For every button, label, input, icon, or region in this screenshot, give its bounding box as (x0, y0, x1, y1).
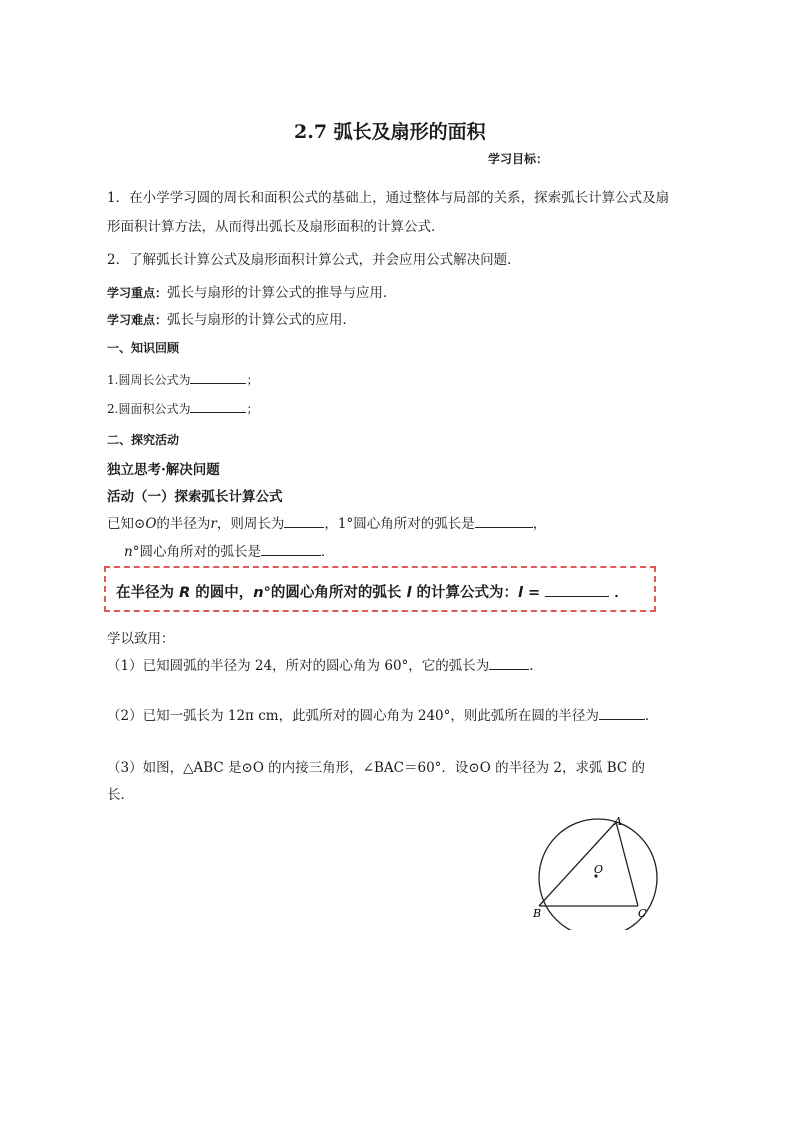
answer-blank[interactable] (475, 514, 533, 528)
answer-blank[interactable] (599, 706, 645, 720)
objective-label: 学习目标： (488, 152, 549, 166)
practice-3-line-2: 长． (107, 787, 134, 803)
formula-text (116, 581, 629, 602)
activity-line-2 (124, 540, 334, 560)
text: （1）已知圆弧的半径为 24，所对的圆心角为 60°，它的弧长为 (107, 658, 490, 674)
difficulty-label: 学习难点： (107, 313, 168, 327)
text: 在半径为 (116, 585, 180, 601)
activity-title-text: 活动（一）探索弧长计算公式 (107, 489, 283, 505)
text: . (529, 658, 534, 674)
text: r (210, 516, 217, 532)
label-o: O (594, 863, 604, 876)
recall-area (107, 399, 258, 417)
label-b: B (533, 907, 542, 920)
text: 的半径为 (156, 516, 211, 532)
text: R (179, 585, 191, 601)
objective-line-3: 2．了解弧长计算公式及扇形面积计算公式，并会应用公式解决问题． (107, 252, 521, 268)
text: n (124, 544, 133, 560)
activity-line-1 (107, 512, 546, 532)
text: 已知⊙ (107, 516, 146, 532)
recall-perimeter (107, 370, 258, 388)
circle-triangle-figure (530, 810, 660, 930)
practice-heading: 学以致用： (107, 631, 175, 647)
punct: ； (246, 373, 259, 387)
text: = (522, 585, 546, 601)
section1-heading: 一、知识回顾 (107, 341, 180, 355)
text: ，则周长为 (216, 516, 285, 532)
objective-line-2: 形面积计算方法，从而得出弧长及扇形面积的计算公式． (107, 219, 445, 235)
activity-title (107, 485, 283, 505)
answer-blank[interactable] (261, 542, 321, 556)
page-title: 2.7 弧长及扇形的面积 (294, 121, 486, 143)
label-a: A (614, 815, 622, 828)
section2-heading: 二、探究活动 (107, 433, 180, 447)
text: ． (644, 708, 659, 724)
objective-line-1: 1．在小学学习圆的周长和面积公式的基础上，通过整体与局部的关系，探索弧长计算公式及扇 (107, 190, 670, 206)
recall-area-text: 2.圆面积公式为 (107, 402, 191, 416)
practice-1 (107, 654, 534, 674)
recall-perimeter-text: 1.圆周长公式为 (107, 373, 191, 387)
segment-ac (616, 822, 638, 906)
answer-blank[interactable] (190, 399, 246, 413)
answer-blank[interactable] (284, 514, 324, 528)
punct: ； (246, 402, 259, 416)
key-point (107, 281, 397, 301)
text: ． (320, 544, 335, 560)
label-c: C (638, 907, 647, 920)
text: ，1°圆心角所对的弧长是 (324, 516, 475, 532)
text: 的圆中， (190, 585, 254, 601)
key-point-label: 学习重点： (107, 286, 168, 300)
section2-subheading: 独立思考·解决问题 (107, 462, 220, 478)
answer-blank[interactable] (545, 583, 609, 597)
text: O (145, 516, 157, 532)
difficulty-text: 弧长与扇形的计算公式的应用． (167, 312, 357, 328)
text: （2）已知一弧长为 12π cm，此弧所对的圆心角为 240°，则此弧所在圆的半径为 (107, 708, 599, 724)
text: ． (614, 585, 629, 601)
text: n (253, 585, 264, 601)
text: ， (532, 516, 547, 532)
segment-ab (539, 822, 616, 906)
text: 的计算公式为： (411, 585, 518, 601)
text: l (517, 585, 523, 601)
practice-3-line-1: （3）如图，△ABC 是⊙O 的内接三角形，∠BAC＝60°．设⊙O 的半径为 2，求弧 BC 的 (107, 760, 646, 776)
text: l (406, 585, 412, 601)
text: °的圆心角所对的弧长 (263, 585, 407, 601)
practice-2 (107, 704, 658, 724)
key-point-text: 弧长与扇形的计算公式的推导与应用． (167, 285, 397, 301)
answer-blank[interactable] (489, 656, 529, 670)
answer-blank[interactable] (190, 370, 246, 384)
text: °圆心角所对的弧长是 (132, 544, 261, 560)
difficulty (107, 308, 356, 328)
